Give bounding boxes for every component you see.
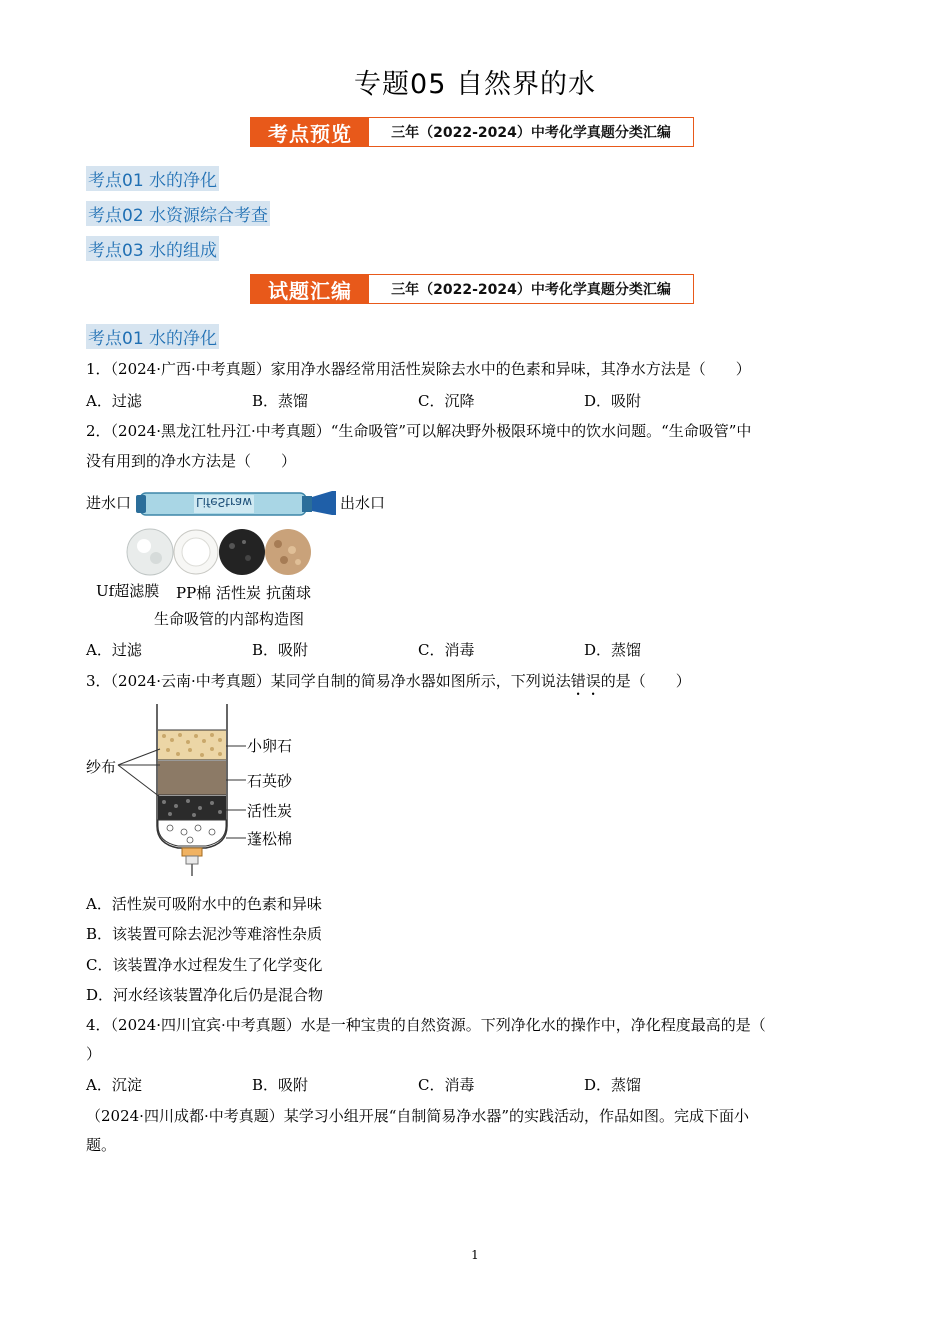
banner-tag: 考点预览 — [251, 118, 369, 146]
question-2-text-line1: 2．（2024·黑龙江牡丹江·中考真题）“生命吸管”可以解决野外极限环境中的饮水问题。“生命吸管”中 — [86, 422, 752, 440]
page-title: 专题05 自然界的水 — [354, 69, 596, 100]
q3-text-pre: 3．（2024·云南·中考真题）某同学自制的简易净水器如图所示，下列说法 — [86, 672, 571, 690]
q1-option-d: D．吸附 — [584, 392, 642, 410]
q2-option-c: C．消毒 — [418, 641, 475, 659]
q4-option-a: A．沉淀 — [86, 1076, 142, 1094]
question-2-text-line2: 没有用到的净水方法是（ ） — [86, 452, 297, 470]
q3-text-post: 的是（ ） — [600, 672, 691, 690]
q3-option-b: B．该装置可除去泥沙等难溶性杂质 — [86, 925, 323, 943]
q3-option-c: C．该装置净水过程发生了化学变化 — [86, 956, 323, 974]
banner-subtitle: 三年（2022-2024）中考化学真题分类汇编 — [391, 125, 671, 141]
question-5-text-line2: 题。 — [86, 1136, 117, 1154]
question-4-text-line2: ） — [86, 1045, 102, 1063]
layer-pointer-lines — [226, 740, 248, 850]
banner-subtitle: 三年（2022-2024）中考化学真题分类汇编 — [391, 282, 671, 298]
toc-item-3[interactable]: 考点03 水的组成 — [86, 236, 219, 261]
layer-label-carbon: 活性炭 — [247, 802, 293, 820]
q4-option-b: B．吸附 — [252, 1076, 309, 1094]
layer-label-sand: 石英砂 — [247, 772, 293, 790]
q1-option-b: B．蒸馏 — [252, 392, 309, 410]
preview-banner — [250, 117, 694, 147]
banner-tag: 试题汇编 — [251, 275, 369, 303]
gauze-pointer-lines — [116, 745, 164, 805]
q2-option-d: D．蒸馏 — [584, 641, 642, 659]
q2-option-a: A．过滤 — [86, 641, 142, 659]
toc-item-2[interactable]: 考点02 水资源综合考查 — [86, 201, 270, 226]
q3-text-emphasis: 错误 — [570, 672, 601, 690]
figure-caption: 生命吸管的内部构造图 — [154, 610, 305, 628]
question-5-text-line1: （2024·四川成都·中考真题）某学习小组开展“自制简易净水器”的实践活动，作品如图。完成下面小 — [86, 1107, 750, 1125]
inlet-label: 进水口 — [86, 494, 132, 512]
material-label-carbon: 活性炭 — [216, 584, 262, 602]
material-label-uf: Uf超滤膜 — [96, 582, 160, 600]
filter-materials-image — [126, 528, 312, 576]
q2-option-b: B．吸附 — [252, 641, 309, 659]
outlet-label: 出水口 — [340, 494, 386, 512]
toc-item-1[interactable]: 考点01 水的净化 — [86, 166, 219, 191]
material-label-antibacterial: 抗菌球 — [266, 584, 312, 602]
section-heading: 考点01 水的净化 — [86, 324, 219, 349]
lifestraw-brand: LifeStraw — [196, 495, 253, 509]
q4-option-c: C．消毒 — [418, 1076, 475, 1094]
q3-option-d: D．河水经该装置净化后仍是混合物 — [86, 986, 324, 1004]
q3-option-a: A．活性炭可吸附水中的色素和异味 — [86, 895, 322, 913]
layer-label-pebble: 小卵石 — [247, 737, 293, 755]
questions-banner — [250, 274, 694, 304]
material-label-pp: PP棉 — [176, 584, 212, 602]
question-3-text — [86, 670, 866, 699]
q4-option-d: D．蒸馏 — [584, 1076, 642, 1094]
gauze-label: 纱布 — [86, 758, 117, 776]
page-number: 1 — [471, 1248, 479, 1262]
q1-option-a: A．过滤 — [86, 392, 142, 410]
question-4-text-line1: 4．（2024·四川宜宾·中考真题）水是一种宝贵的自然资源。下列净化水的操作中，净化程度最高的是（ — [86, 1016, 766, 1034]
layer-label-cotton: 蓬松棉 — [247, 830, 293, 848]
question-1-text: 1．（2024·广西·中考真题）家用净水器经常用活性炭除去水中的色素和异味，其净水方法是（ ） — [86, 360, 751, 378]
q1-option-c: C．沉降 — [418, 392, 475, 410]
